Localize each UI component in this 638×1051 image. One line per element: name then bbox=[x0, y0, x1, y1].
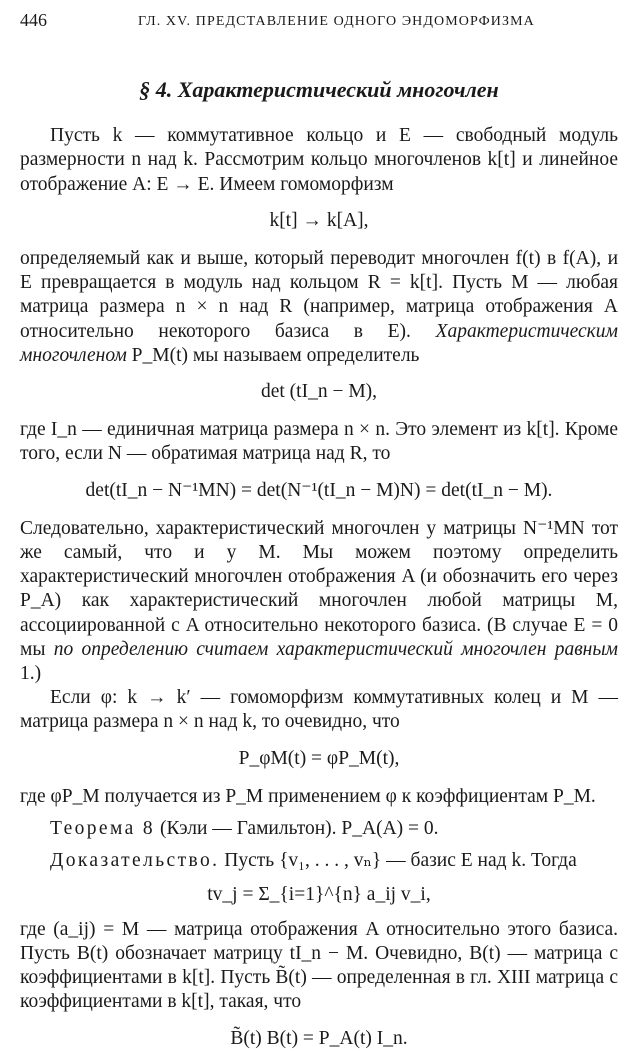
proof-label: Доказательство. bbox=[50, 850, 220, 872]
equation-conjugation: det(tI_n − N⁻¹MN) = det(N⁻¹(tI_n − M)N) = det(tI_n − M). bbox=[85, 479, 553, 501]
equation-phi: P_φM(t) = φP_M(t), bbox=[238, 747, 400, 769]
paragraph-4-text-b: 1.) bbox=[20, 663, 42, 685]
page-number: 446 bbox=[20, 10, 47, 30]
paragraph-2-definition-term: Характеристическим многочленом bbox=[20, 320, 618, 366]
equation-adjugate: B̃(t) B(t) = P_A(t) I_n. bbox=[230, 1027, 408, 1049]
paragraph-2-text-b: P_M(t) мы называем определитель bbox=[131, 344, 420, 366]
theorem bbox=[20, 817, 618, 841]
equation-homomorphism: k[t] → k[A], bbox=[269, 209, 369, 231]
paragraph-4-italic: по определению считаем характеристический многочлен равным bbox=[53, 638, 618, 660]
paragraph-3: где I_n — единичная матрица размера n × n. Это элемент из k[t]. Кроме того, если N — обратимая матрица над R, то bbox=[20, 419, 618, 465]
paragraph-2 bbox=[20, 247, 618, 368]
theorem-label: Теорема 8 bbox=[50, 818, 156, 840]
paragraph-4-text-a: Следовательно, характеристический многочлен у матрицы N⁻¹MN тот же самый, что и у M. Мы можем поэтому определить характеристический многочлен отображения A (и обозначить его через P_A) как характеристический многочлен любой матрицы M, ассоциированной с A относительно некоторого базиса. (В случае E = 0 мы bbox=[20, 517, 618, 660]
paragraph-2-text-a: определяемый как и выше, который переводит многочлен f(t) в f(A), и E превращается в модуль над кольцом R = k[t]. Пусть M — любая матрица размера n × n над R (например, матрица отображения A относительно некоторого базиса в E). bbox=[20, 248, 618, 342]
paragraph-4 bbox=[20, 517, 618, 686]
proof bbox=[20, 849, 618, 873]
page-header bbox=[20, 8, 618, 38]
equation-determinant: det (tI_n − M), bbox=[260, 381, 378, 403]
paragraph-7: где (a_ij) = M — матрица отображения A относительно этого базиса. Пусть B(t) обозначает матрицу tI_n − M. Очевидно, B(t) — матрица с коэффициентами в k[t]. Пусть B̃(t) — определенная в гл. XIII матрица с коэффициентами в k[t], такая, что bbox=[20, 918, 618, 1013]
theorem-text: (Кэли — Гамильтон). P_A(A) = 0. bbox=[159, 818, 439, 840]
running-head: ГЛ. XV. ПРЕДСТАВЛЕНИЕ ОДНОГО ЭНДОМОРФИЗМА bbox=[138, 14, 535, 29]
proof-text: Пусть {v₁, . . . , vₙ} — базис E над k. Тогда bbox=[224, 850, 577, 872]
paragraph-6: где φP_M получается из P_M применением φ к коэффициентам P_M. bbox=[20, 785, 596, 807]
equation-sum: tv_j = Σ_{i=1}^{n} a_ij v_i, bbox=[207, 884, 431, 906]
paragraph-1: Пусть k — коммутативное кольцо и E — свободный модуль размерности n над k. Рассмотрим кольцо многочленов k[t] и линейное отображение A: E → E. Имеем гомоморфизм bbox=[20, 125, 618, 195]
section-title: § 4. Характеристический многочлен bbox=[139, 77, 499, 102]
paragraph-5: Если φ: k → k′ — гомоморфизм коммутативных колец и M — матрица размера n × n над k, то очевидно, что bbox=[20, 687, 618, 733]
